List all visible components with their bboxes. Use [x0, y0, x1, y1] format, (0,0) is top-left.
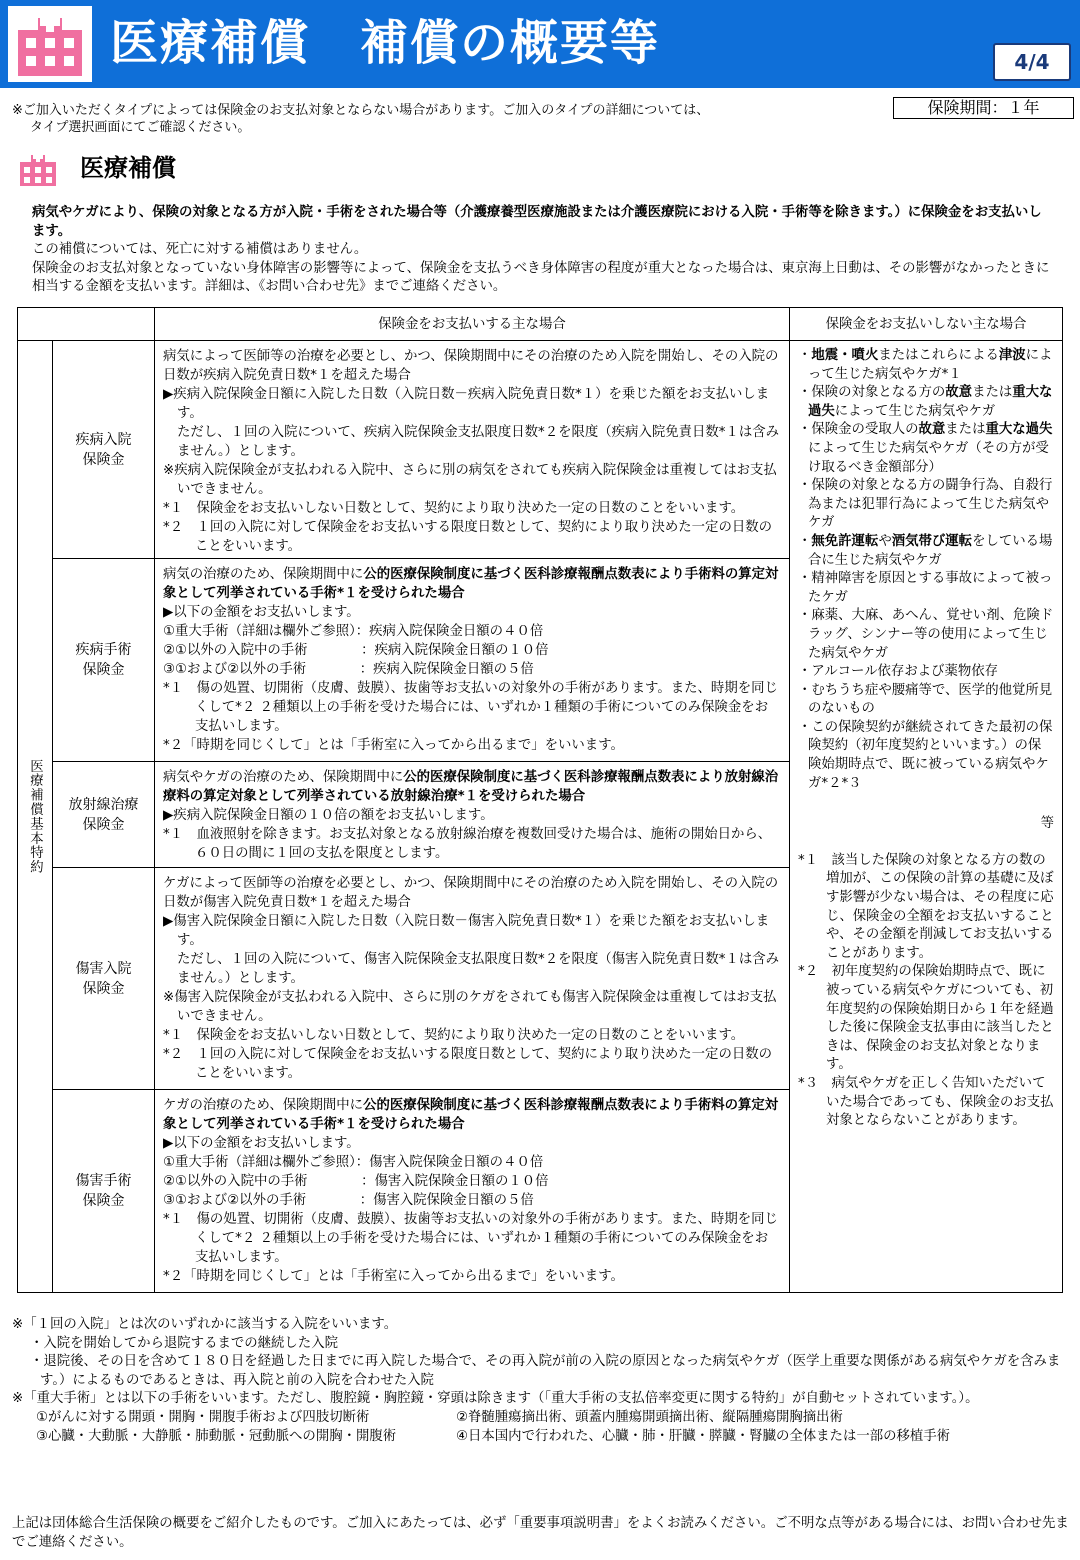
nopay-text: この保険契約が継続されてきた最初の保険契約（初年度契約といいます。）の保険始期時点で、既に被っている病気やケガ*２*３ [808, 719, 1053, 791]
nopay-footnote: *２ 初年度契約の保険始期時点で、既に被っている病気やケガについても、初年度契約の保険始期日から１年を経過した後に保険金支払事由に該当したときは、保険金のお支払対象となります。 [798, 964, 1054, 1073]
cell-line: *２「時期を同じくして」とは「手術室に入ってから出るまで」をいいます。 [163, 1269, 624, 1284]
nopay-text: または [972, 385, 1013, 401]
row-label-line2: 保険金 [82, 451, 125, 468]
nopay-bold: 無免許運転 [811, 533, 879, 549]
nopay-text: によって生じた病気やケガ*１ [808, 348, 1053, 382]
intro-bold: 病気やケガにより、保険の対象となる方が入院・手術をされた場合等（介護療養型医療施設または介護医療院における入院・手術等を除きます。）に保険金をお支払いします。 [32, 205, 1042, 239]
row-label-line1: 放射線治療 [68, 796, 139, 813]
cell-line: ※傷害入院保険金が支払われる入院中、さらに別のケガをされても傷害入院保険金は重複してはお支払いできません。 [163, 990, 777, 1024]
cell-line [163, 1096, 781, 1134]
row-label [53, 868, 155, 1090]
row-label-line1: 傷害手術 [75, 1173, 132, 1189]
row-label [53, 762, 155, 868]
nopay-footnote: *１ 該当した保険の対象となる方の数の増加が、この保険の計算の基礎に及ぼす影響が少ない場合は、その程度に応じ、保険金の全額をお支払いすることや、その金額を削減してお支払いすることがあります。 [798, 852, 1054, 961]
cell-line [163, 565, 781, 603]
nopay-item: ・精神障害を原因とする事故によって被ったケガ [798, 571, 1053, 605]
cell-line: ③①および②以外の手術 ：疾病入院保険金日額の５倍 [163, 662, 534, 677]
hospital-icon [8, 6, 92, 82]
nopay-item: ・保険の対象となる方の闘争行為、自殺行為または犯罪行為によって生じた病気やケガ [798, 478, 1053, 531]
nopay-bold: 地震・噴火 [811, 348, 879, 363]
nopay-text: 保険の対象となる方の闘争行為、自殺行為または犯罪行為によって生じた病気やケガ [808, 478, 1053, 531]
nopay-item: ・アルコール依存および薬物依存 [798, 664, 999, 680]
type-note-line1: ※ご加入いただくタイプによっては保険金のお支払対象とならない場合があります。ご加入のタイプの詳細については、 [12, 103, 710, 118]
cell-line: ケガによって医師等の治療を必要とし、かつ、保険期間中にその治療のため入院を開始し、その入院の日数が傷害入院免責日数*１を超えた場合 [163, 876, 779, 910]
cell-line: ただし、１回の入院について、傷害入院保険金支払限度日数*２を限度（傷害入院免責日数*１は含みません。）とします。 [177, 952, 780, 986]
nopay-text: や [878, 533, 892, 549]
nopay-text: アルコール依存および薬物依存 [811, 664, 999, 680]
cell-line: *１ 血液照射を除きます。お支払対象となる放射線治療を複数回受けた場合は、施術の開始日から、６０日の間に１回の支払を限度とします。 [163, 827, 772, 861]
hospital-icon [18, 152, 58, 186]
header-nopay: 保険金をお支払いしない主な場合 [790, 308, 1063, 341]
nopay-item: ・保険金の受取人の故意または重大な過失によって生じた病気やケガ（その方が受け取るべき金額部分） [798, 422, 1053, 475]
nopay-item: ・むちうち症や腰痛等で、医学的他覚所見のないもの [798, 682, 1053, 717]
intro-line3: 保険金のお支払対象となっていない身体障害の影響等によって、保険金を支払うべき身体障害の程度が重大となった場合は、東京海上日動は、その影響がなかったときに相当する金額を支払います。詳細は、《お問い合わせ先》までご連絡ください。 [32, 260, 1050, 294]
pay-cell [155, 341, 790, 559]
cell-line: ①重大手術（詳細は欄外ご参照）：疾病入院保険金日額の４０倍 [163, 624, 544, 639]
cell-line: *２ １回の入院に対して保険金をお支払いする限度日数として、契約により取り決めた一定の日数のことをいいます。 [163, 520, 773, 554]
page-title: 医療補償 補償の概要等 [110, 15, 661, 71]
nopay-text: をしている場合に生じた病気やケガ [808, 533, 1053, 568]
footnote-line: ※「重大手術」とは以下の手術をいいます。ただし、腹腔鏡・胸腔鏡・穿頭は除きます（「重大手術の支払倍率変更に関する特約」が自動セットされています。）。 [12, 1391, 979, 1407]
row-label-line2: 保険金 [82, 662, 125, 678]
nopay-text: 麻薬、大麻、あへん、覚せい剤、危険ドラッグ、シンナー等の使用によって生じた病気やケガ [808, 608, 1054, 661]
nopay-item: ・麻薬、大麻、あへん、覚せい剤、危険ドラッグ、シンナー等の使用によって生じた病気やケガ [798, 608, 1054, 661]
row-label [53, 341, 155, 559]
cell-lead-bold: 公的医療保険制度に基づく医科診療報酬点数表により手術料の算定対象として列挙されている手術*１を受けられた場合 [163, 1098, 779, 1132]
cell-lead: ケガの治療のため、保険期間中に [163, 1098, 364, 1113]
cell-line: 病気によって医師等の治療を必要とし、かつ、保険期間中にその治療のため入院を開始し、その入院の日数が疾病入院免責日数*１を超えた場合 [163, 349, 779, 383]
nopay-bold: 故意 [945, 385, 973, 401]
row-label-line2: 保険金 [82, 816, 125, 833]
cell-line: *２ １回の入院に対して保険金をお支払いする限度日数として、契約により取り決めた一定の日数のことをいいます。 [163, 1047, 773, 1081]
cell-lead: 病気やケガの治療のため、保険期間中に [163, 770, 404, 785]
table-header-blank [18, 308, 155, 341]
row-label-line1: 疾病入院 [75, 431, 132, 448]
nopay-bold: 津波 [998, 348, 1026, 363]
table-header-row [18, 308, 1063, 341]
cell-line: ①重大手術（詳細は欄外ご参照）：傷害入院保険金日額の４０倍 [163, 1155, 544, 1170]
group-label: 医療補償基本特約 [18, 341, 53, 1293]
cell-line: ただし、１回の入院について、疾病入院保険金支払限度日数*２を限度（疾病入院免責日数*１は含みません。）とします。 [177, 425, 780, 459]
nopay-text: によって生じた病気やケガ（その方が受け取るべき金額部分） [808, 440, 1049, 475]
nopay-item: ・無免許運転や酒気帯び運転をしている場合に生じた病気やケガ [798, 533, 1053, 568]
nopay-text: または [945, 422, 986, 438]
pay-cell [155, 868, 790, 1090]
coverage-table [17, 307, 1063, 1293]
cell-line: *１ 傷の処置、切開術（皮膚、鼓膜）、抜歯等お支払いの対象外の手術があります。また、時期を同じくして*２ ２種類以上の手術を受けた場合には、いずれか１種類の手術についてのみ保険金をお支払いします。 [163, 1212, 778, 1265]
row-label-line2: 保険金 [82, 980, 125, 997]
cell-line: *１ 保険金をお支払いしない日数として、契約により取り決めた一定の日数のことをいいます。 [163, 501, 745, 516]
cell-line: *２「時期を同じくして」とは「手術室に入ってから出るまで」をいいます。 [163, 738, 624, 753]
cell-line: ②①以外の入院中の手術 ：傷害入院保険金日額の１０倍 [163, 1174, 549, 1189]
cell-line: ▶傷害入院保険金日額に入院した日数（入院日数－傷害入院免責日数*１）を乗じた額をお支払いします。 [163, 914, 770, 948]
footnote-line: ・退院後、その日を含めて１８０日を経過した日までに再入院した場合で、その再入院が前の入院の原因となった病気やケガ（医学上重要な関係がある病気やケガを含みます。）によるものであるときは、再入院と前の入院を合わせた入院 [30, 1354, 1061, 1388]
cell-line: ③①および②以外の手術 ：傷害入院保険金日額の５倍 [163, 1193, 534, 1208]
pay-cell [155, 1090, 790, 1293]
nopay-text: またはこれらによる [878, 348, 999, 363]
nopay-text: 保険金の受取人の [811, 422, 919, 438]
bottom-note: 上記は団体総合生活保険の概要をご紹介したものです。ご加入にあたっては、必ず「重要事項説明書」をよくお読みください。ご不明な点等がある場合には、お問い合わせ先までご連絡ください。 [12, 1516, 1069, 1550]
nopay-footnote: *３ 病気やケガを正しく告知いただいていた場合であっても、保険金のお支払対象とならないことがあります。 [798, 1075, 1054, 1129]
nopay-cell [790, 341, 1063, 1293]
row-label-line2: 保険金 [82, 1193, 125, 1209]
nopay-text: むちうち症や腰痛等で、医学的他覚所見のないもの [808, 682, 1053, 717]
cell-lead-bold: 公的医療保険制度に基づく医科診療報酬点数表により手術料の算定対象として列挙されている手術*１を受けられた場合 [163, 567, 779, 601]
nopay-item: ・この保険契約が継続されてきた最初の保険契約（初年度契約といいます。）の保険始期時点で、既に被っている病気やケガ*２*３ [798, 719, 1053, 791]
cell-line [163, 768, 781, 806]
pay-cell [155, 559, 790, 762]
section-title: 医療補償 [80, 154, 176, 182]
cell-line: *１ 保険金をお支払いしない日数として、契約により取り決めた一定の日数のことをいいます。 [163, 1028, 745, 1043]
nopay-bold: 重大な過失 [808, 385, 1053, 419]
cell-line: ▶疾病入院保険金日額の１０倍の額をお支払いします。 [163, 808, 494, 823]
cell-lead: 病気の治療のため、保険期間中に [163, 567, 364, 582]
row-label [53, 1090, 155, 1293]
surgery-item: ④日本国内で行われた、心臓・肺・肝臓・膵臓・腎臓の全体または一部の移植手術 [456, 1428, 951, 1444]
footnote-line: ・入院を開始してから退院するまでの継続した入院 [30, 1335, 338, 1351]
page-number-badge: 4/4 [993, 43, 1071, 81]
footnote-line: ※「１回の入院」とは次のいずれかに該当する入院をいいます。 [12, 1317, 398, 1332]
surgery-list [12, 1409, 1072, 1428]
surgery-item: ①がんに対する開頭・開胸・開腹手術および四肢切断術 [36, 1409, 370, 1425]
table-row [18, 341, 1063, 559]
footnotes [12, 1316, 1072, 1446]
header-pay: 保険金をお支払いする主な場合 [155, 308, 790, 341]
row-label-line1: 傷害入院 [75, 960, 132, 977]
intro-text [32, 204, 1052, 297]
surgery-item: ②脊髄腫瘍摘出術、頭蓋内腫瘍開頭摘出術、縦隔腫瘍開胸摘出術 [456, 1409, 843, 1425]
insurance-period-box: 保険期間：１年 [893, 97, 1074, 119]
surgery-item: ③心臓・大動脈・大静脈・肺動脈・冠動脈への開胸・開腹術 [36, 1428, 397, 1444]
nopay-bold: 酒気帯び運転 [891, 533, 973, 549]
pay-cell [155, 762, 790, 868]
row-label-line1: 疾病手術 [75, 642, 132, 658]
surgery-list [12, 1428, 1072, 1447]
nopay-item: ・保険の対象となる方の故意または重大な過失によって生じた病気やケガ [798, 385, 1053, 419]
cell-lead-bold: 公的医療保険制度に基づく医科診療報酬点数表により放射線治療料の算定対象として列挙されている放射線治療*１を受けられた場合 [163, 770, 779, 804]
intro-line2: この補償については、死亡に対する補償はありません。 [32, 242, 368, 257]
cell-line: ▶以下の金額をお支払いします。 [163, 1136, 360, 1151]
nopay-etc: 等 [1040, 816, 1054, 832]
cell-line: ▶以下の金額をお支払いします。 [163, 605, 360, 620]
row-label [53, 559, 155, 762]
nopay-item: ・地震・噴火またはこれらによる津波によって生じた病気やケガ*１ [798, 348, 1053, 382]
nopay-bold: 重大な過失 [985, 422, 1053, 438]
type-note-line2: タイプ選択画面にてご確認ください。 [30, 120, 251, 135]
nopay-text: によって生じた病気やケガ [834, 403, 996, 419]
cell-line: ▶疾病入院保険金日額に入院した日数（入院日数－疾病入院免責日数*１）を乗じた額をお支払いします。 [163, 387, 770, 421]
nopay-text: 保険の対象となる方の [811, 385, 946, 401]
cell-line: *１ 傷の処置、切開術（皮膚、鼓膜）、抜歯等お支払いの対象外の手術があります。また、時期を同じくして*２ ２種類以上の手術を受けた場合には、いずれか１種類の手術についてのみ保険金をお支払いします。 [163, 681, 778, 734]
cell-line: ※疾病入院保険金が支払われる入院中、さらに別の病気をされても疾病入院保険金は重複してはお支払いできません。 [163, 463, 777, 497]
nopay-text: 精神障害を原因とする事故によって被ったケガ [808, 571, 1053, 605]
cell-line: ②①以外の入院中の手術 ：疾病入院保険金日額の１０倍 [163, 643, 549, 658]
nopay-bold: 故意 [918, 422, 946, 438]
type-note [12, 102, 852, 136]
